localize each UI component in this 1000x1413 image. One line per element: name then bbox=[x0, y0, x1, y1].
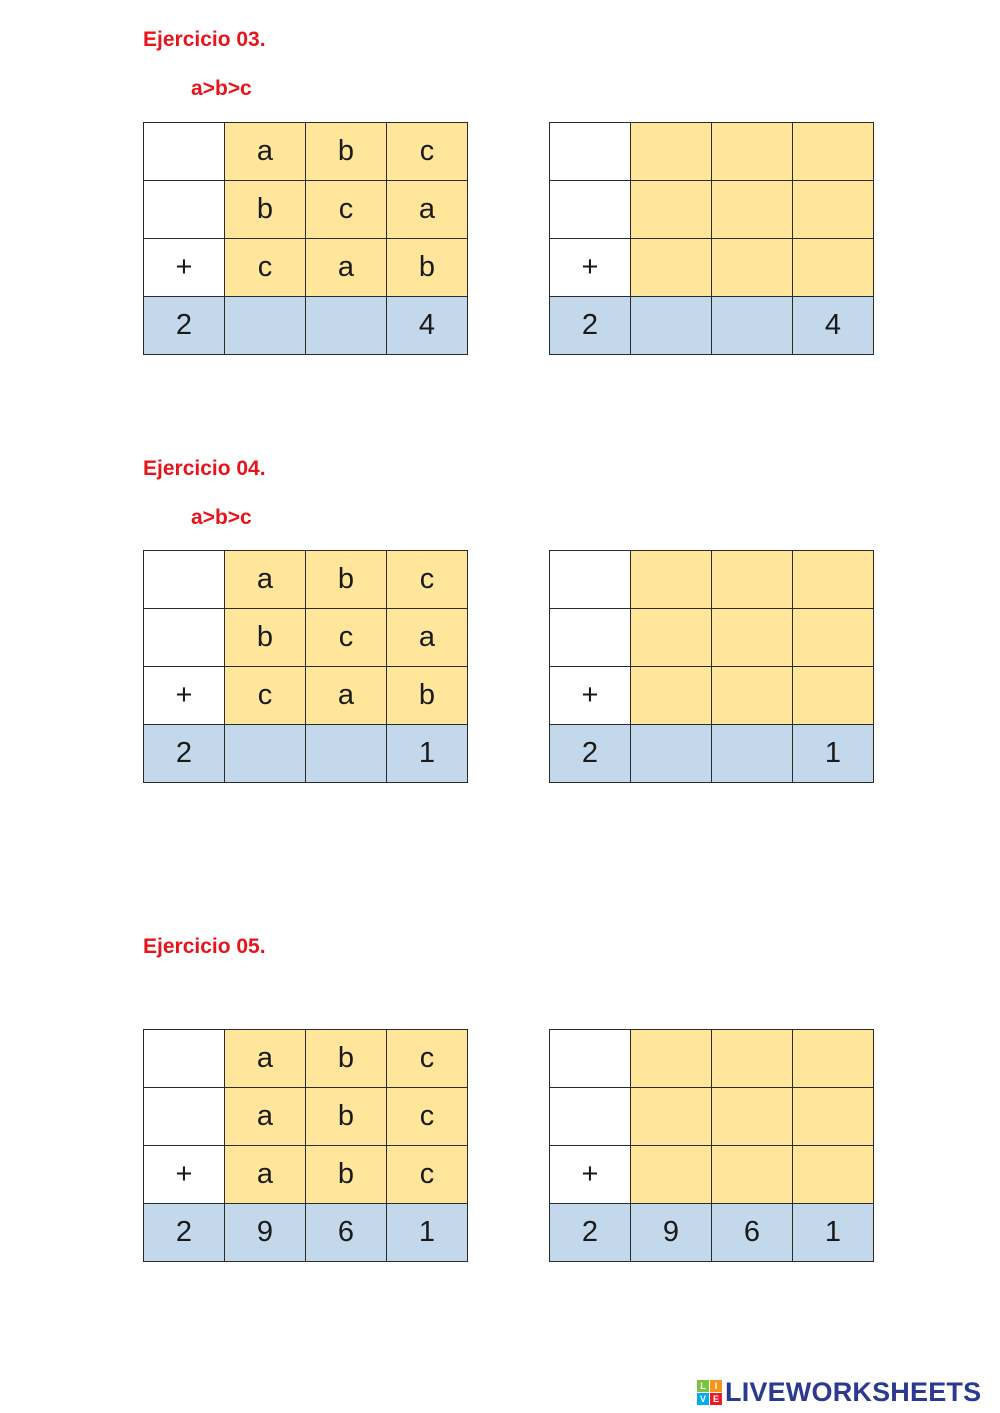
liveworksheets-logo-text: LIVEWORKSHEETS bbox=[725, 1376, 982, 1407]
grid-cell: a bbox=[306, 239, 387, 297]
result-cell: 1 bbox=[793, 725, 874, 783]
answer-input-cell[interactable] bbox=[631, 239, 712, 297]
answer-input-cell[interactable] bbox=[631, 1030, 712, 1088]
answer-input-cell[interactable] bbox=[793, 551, 874, 609]
grid-cell bbox=[144, 551, 225, 609]
grid-cell bbox=[550, 609, 631, 667]
result-cell: 1 bbox=[387, 1204, 468, 1262]
grid-cell: c bbox=[387, 551, 468, 609]
grid-cell: c bbox=[387, 1146, 468, 1204]
answer-input-cell[interactable] bbox=[793, 667, 874, 725]
answer-input-cell[interactable] bbox=[712, 667, 793, 725]
grid-cell: b bbox=[306, 551, 387, 609]
answer-input-cell[interactable] bbox=[793, 609, 874, 667]
answer-input-cell[interactable] bbox=[712, 297, 793, 355]
grid-cell: a bbox=[387, 181, 468, 239]
answer-input-cell[interactable] bbox=[793, 123, 874, 181]
grid-cell: b bbox=[225, 609, 306, 667]
grid-cell: b bbox=[306, 1146, 387, 1204]
grid-cell bbox=[144, 123, 225, 181]
exercise-04-answer-grid bbox=[549, 550, 874, 783]
grid-cell bbox=[550, 1088, 631, 1146]
answer-input-cell[interactable] bbox=[712, 551, 793, 609]
exercise-05-answer-grid bbox=[549, 1029, 874, 1262]
grid-cell: b bbox=[387, 667, 468, 725]
result-cell: 1 bbox=[793, 1204, 874, 1262]
plus-sign: + bbox=[144, 239, 225, 297]
answer-input-cell[interactable] bbox=[631, 725, 712, 783]
result-cell: 2 bbox=[550, 297, 631, 355]
result-cell: 9 bbox=[225, 1204, 306, 1262]
result-cell: 6 bbox=[306, 1204, 387, 1262]
answer-input-cell[interactable] bbox=[712, 181, 793, 239]
result-cell: 2 bbox=[144, 297, 225, 355]
answer-input-cell[interactable] bbox=[631, 1146, 712, 1204]
logo-letter: V bbox=[697, 1393, 709, 1405]
grid-cell: c bbox=[306, 181, 387, 239]
grid-cell: b bbox=[306, 123, 387, 181]
grid-cell bbox=[144, 181, 225, 239]
grid-cell: a bbox=[225, 123, 306, 181]
plus-sign: + bbox=[550, 1146, 631, 1204]
answer-input-cell[interactable] bbox=[712, 123, 793, 181]
exercise-03-given-grid bbox=[143, 122, 468, 355]
result-cell: 2 bbox=[550, 1204, 631, 1262]
logo-letter: E bbox=[710, 1393, 722, 1405]
grid-cell: b bbox=[225, 181, 306, 239]
logo-letter: L bbox=[697, 1380, 709, 1392]
grid-cell: c bbox=[387, 123, 468, 181]
answer-input-cell[interactable] bbox=[631, 297, 712, 355]
answer-input-cell[interactable] bbox=[631, 551, 712, 609]
exercise-04-condition: a>b>c bbox=[191, 506, 252, 529]
answer-input-cell[interactable] bbox=[712, 725, 793, 783]
grid-cell: a bbox=[225, 1030, 306, 1088]
grid-cell bbox=[144, 609, 225, 667]
exercise-03-title: Ejercicio 03. bbox=[143, 28, 266, 51]
answer-input-cell[interactable] bbox=[712, 239, 793, 297]
result-cell bbox=[306, 297, 387, 355]
answer-input-cell[interactable] bbox=[631, 667, 712, 725]
answer-input-cell[interactable] bbox=[712, 1030, 793, 1088]
answer-input-cell[interactable] bbox=[712, 1146, 793, 1204]
exercise-03-answer-grid bbox=[549, 122, 874, 355]
result-cell: 2 bbox=[144, 725, 225, 783]
grid-cell: c bbox=[387, 1030, 468, 1088]
result-cell: 2 bbox=[144, 1204, 225, 1262]
answer-input-cell[interactable] bbox=[712, 609, 793, 667]
answer-input-cell[interactable] bbox=[793, 239, 874, 297]
exercise-03-condition: a>b>c bbox=[191, 77, 252, 100]
answer-input-cell[interactable] bbox=[712, 1088, 793, 1146]
answer-input-cell[interactable] bbox=[793, 1088, 874, 1146]
answer-input-cell[interactable] bbox=[631, 609, 712, 667]
exercise-04-given-grid bbox=[143, 550, 468, 783]
plus-sign: + bbox=[144, 667, 225, 725]
result-cell bbox=[225, 725, 306, 783]
grid-cell bbox=[550, 181, 631, 239]
result-cell bbox=[225, 297, 306, 355]
grid-cell: a bbox=[225, 551, 306, 609]
result-cell: 2 bbox=[550, 725, 631, 783]
grid-cell: b bbox=[306, 1088, 387, 1146]
grid-cell: c bbox=[225, 667, 306, 725]
grid-cell bbox=[144, 1030, 225, 1088]
plus-sign: + bbox=[550, 667, 631, 725]
result-cell: 6 bbox=[712, 1204, 793, 1262]
exercise-05-given-grid bbox=[143, 1029, 468, 1262]
grid-cell: a bbox=[387, 609, 468, 667]
exercise-04-title: Ejercicio 04. bbox=[143, 457, 266, 480]
grid-cell bbox=[550, 1030, 631, 1088]
grid-cell bbox=[550, 551, 631, 609]
grid-cell: a bbox=[225, 1088, 306, 1146]
grid-cell bbox=[550, 123, 631, 181]
grid-cell: c bbox=[387, 1088, 468, 1146]
answer-input-cell[interactable] bbox=[793, 1030, 874, 1088]
result-cell: 4 bbox=[793, 297, 874, 355]
answer-input-cell[interactable] bbox=[793, 1146, 874, 1204]
liveworksheets-logo-icon bbox=[697, 1380, 722, 1405]
answer-input-cell[interactable] bbox=[793, 181, 874, 239]
grid-cell bbox=[144, 1088, 225, 1146]
grid-cell: b bbox=[387, 239, 468, 297]
answer-input-cell[interactable] bbox=[631, 1088, 712, 1146]
exercise-05-title: Ejercicio 05. bbox=[143, 935, 266, 958]
grid-cell: a bbox=[306, 667, 387, 725]
grid-cell: a bbox=[225, 1146, 306, 1204]
answer-input-cell[interactable] bbox=[631, 123, 712, 181]
grid-cell: c bbox=[225, 239, 306, 297]
result-cell: 1 bbox=[387, 725, 468, 783]
grid-cell: c bbox=[306, 609, 387, 667]
result-cell: 9 bbox=[631, 1204, 712, 1262]
plus-sign: + bbox=[144, 1146, 225, 1204]
result-cell: 4 bbox=[387, 297, 468, 355]
result-cell bbox=[306, 725, 387, 783]
plus-sign: + bbox=[550, 239, 631, 297]
liveworksheets-logo bbox=[697, 1377, 981, 1407]
grid-cell: b bbox=[306, 1030, 387, 1088]
logo-letter: I bbox=[710, 1380, 722, 1392]
answer-input-cell[interactable] bbox=[631, 181, 712, 239]
